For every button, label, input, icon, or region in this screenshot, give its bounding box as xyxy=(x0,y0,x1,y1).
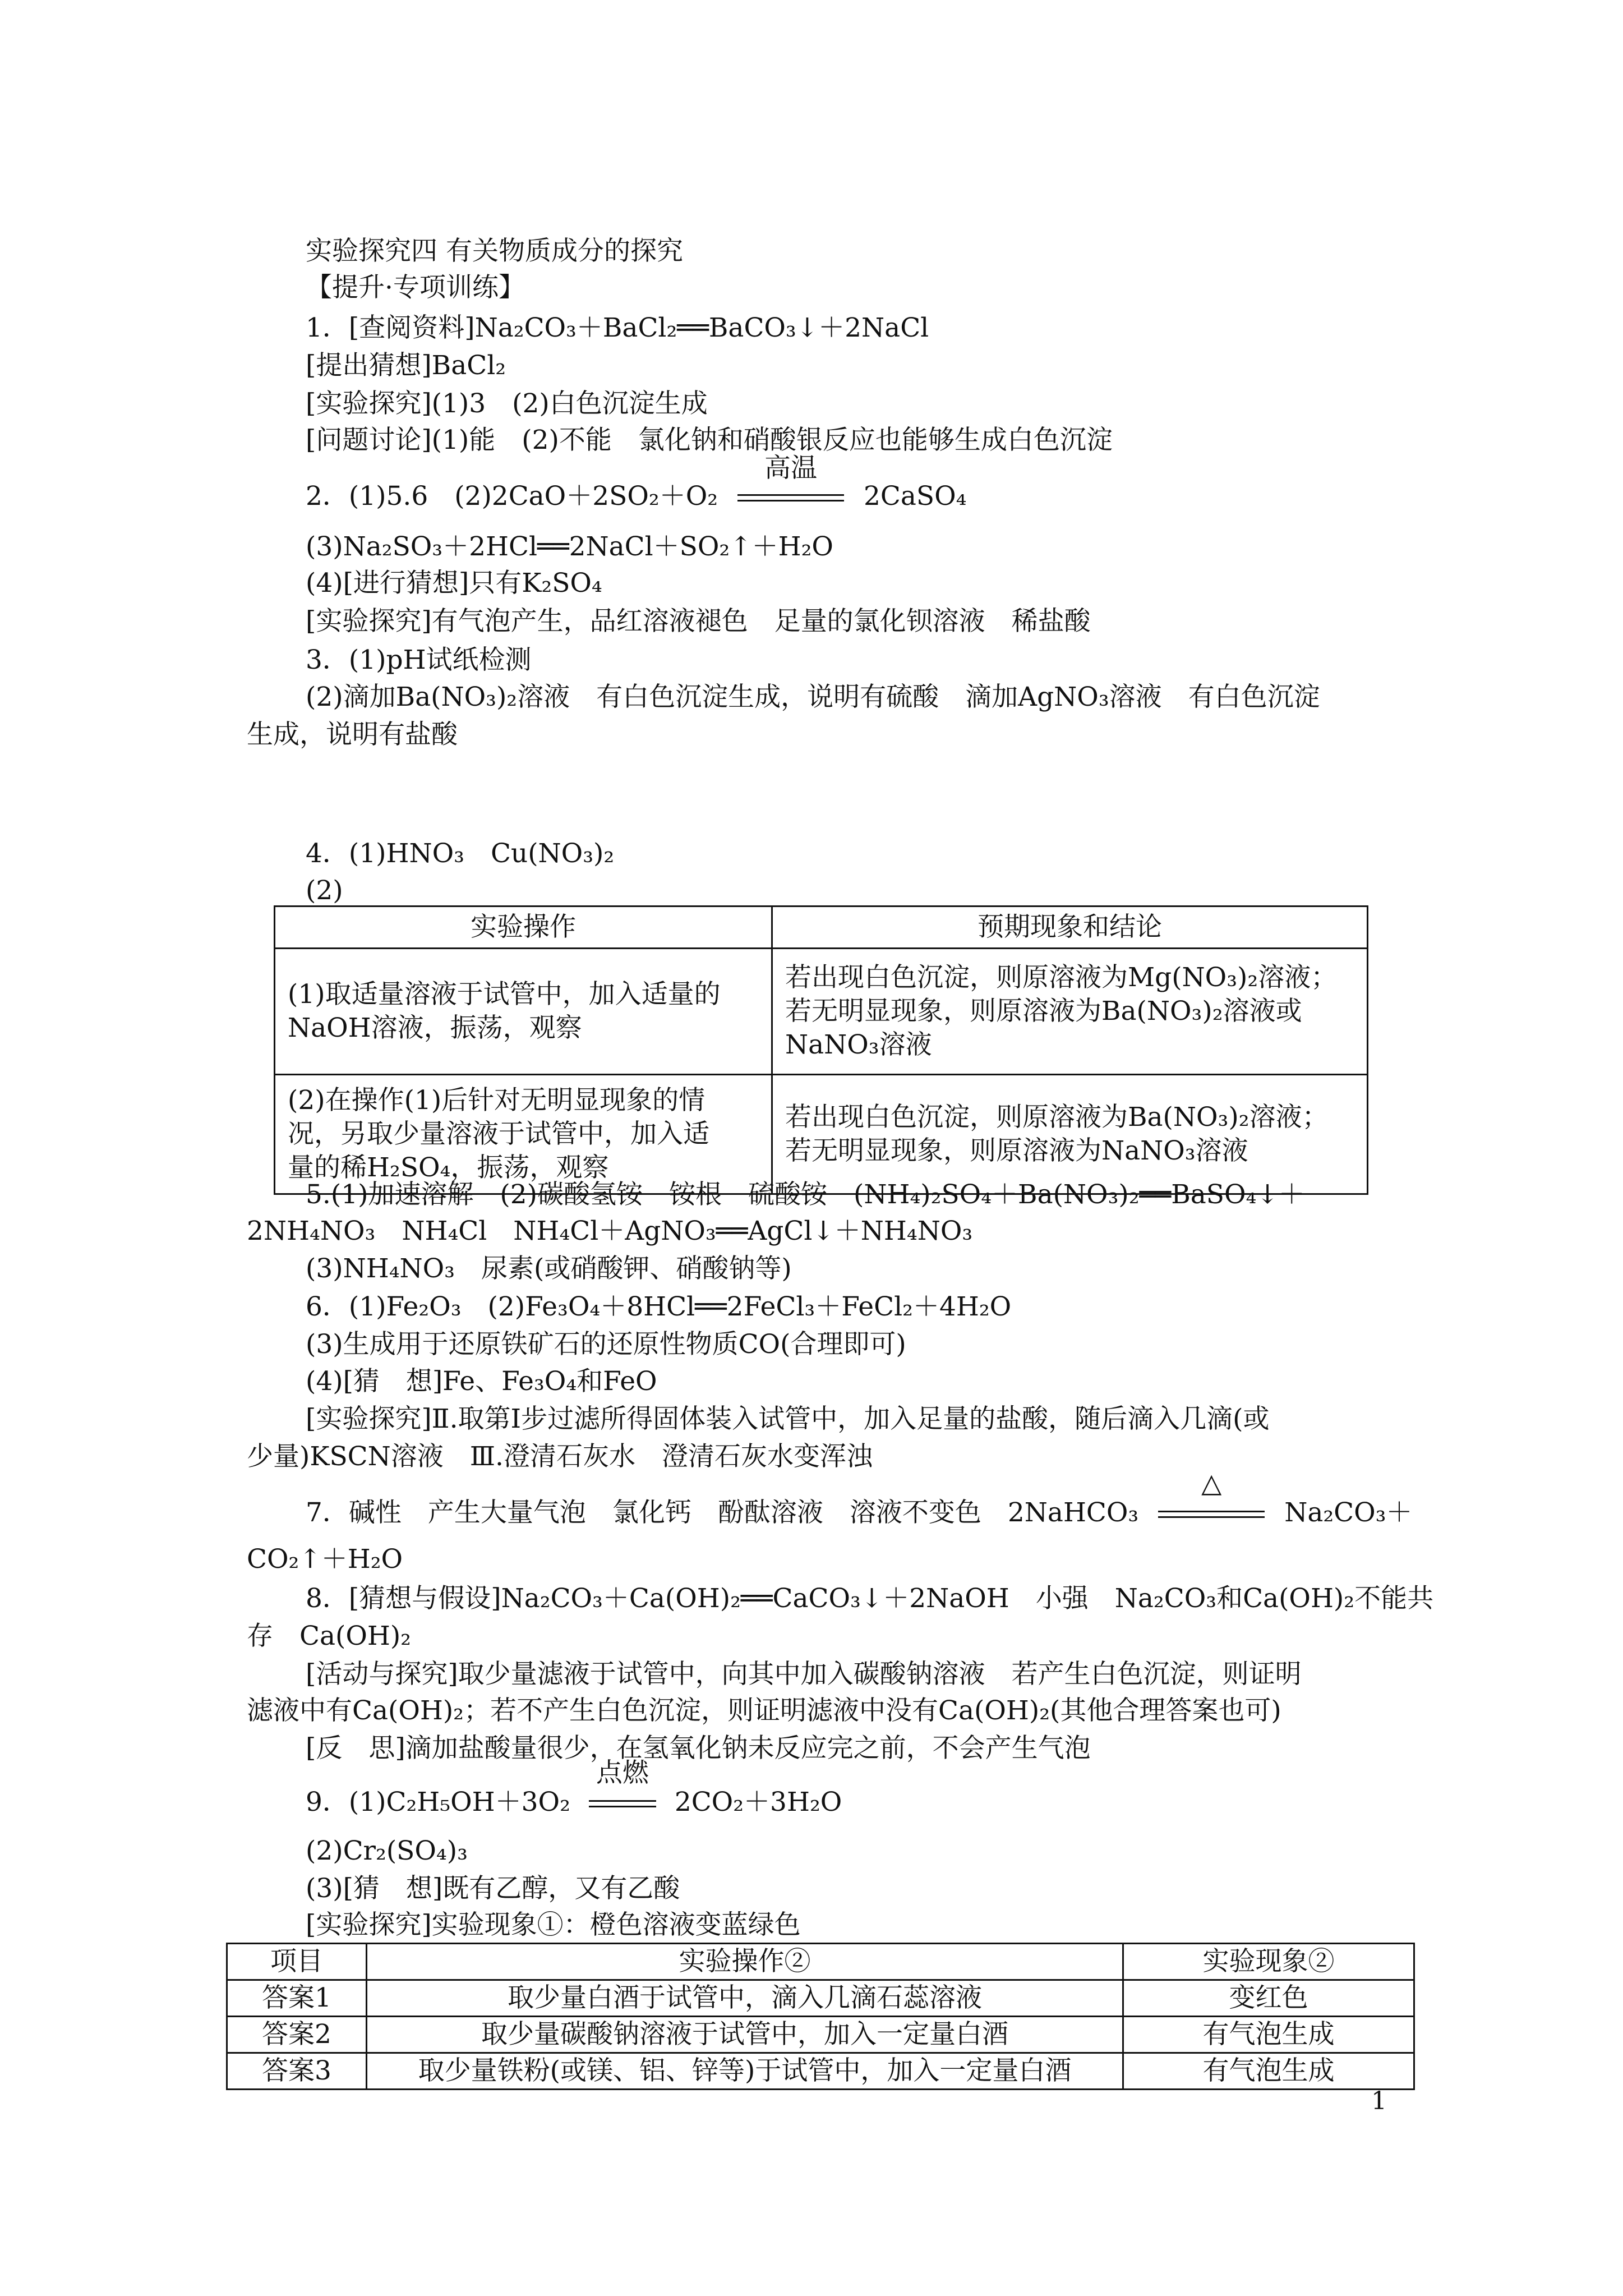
condition-rule-bottom xyxy=(737,500,844,501)
cell-line: 若无明显现象，则原溶液为Ba(NO₃)₂溶液或 xyxy=(785,996,1302,1027)
table-cell-result xyxy=(772,949,1368,1075)
table-cell-item: 答案2 xyxy=(227,2017,367,2053)
q8-line-a: 8．[猜想与假设]Na₂CO₃＋Ca(OH)₂══CaCO₃↓＋2NaOH 小强 Na₂CO₃和Ca(OH)₂不能共 xyxy=(306,1583,1434,1614)
equation-right: Na₂CO₃＋ xyxy=(1284,1497,1413,1528)
q8-line-b: 存 Ca(OH)₂ xyxy=(247,1621,412,1651)
reaction-condition xyxy=(1158,1468,1265,1530)
condition-rule-top xyxy=(737,494,844,496)
table-cell-operation: 取少量白酒于试管中，滴入几滴石蕊溶液 xyxy=(367,1980,1123,2017)
q8-line-c: [活动与探究]取少量滤液于试管中，向其中加入碳酸钠溶液 若产生白色沉淀，则证明 xyxy=(306,1659,1302,1690)
cell-line: 若出现白色沉淀，则原溶液为Ba(NO₃)₂溶液； xyxy=(785,1102,1329,1133)
condition-rule-bottom xyxy=(1158,1516,1265,1518)
table-row xyxy=(227,2053,1414,2090)
experiment-table xyxy=(274,905,1368,1195)
q3-line-c: 生成，说明有盐酸 xyxy=(247,719,458,750)
q6-line-d: [实验探究]Ⅱ.取第Ⅰ步过滤所得固体装入试管中，加入足量的盐酸，随后滴入几滴(或 xyxy=(306,1404,1270,1434)
q6-line-a: 6．(1)Fe₂O₃ (2)Fe₃O₄＋8HCl══2FeCl₃＋FeCl₂＋4H₂O xyxy=(306,1291,1012,1322)
q1-line-d: [问题讨论](1)能 (2)不能 氯化钠和硝酸银反应也能够生成白色沉淀 xyxy=(306,425,1113,455)
q1-line-c: [实验探究](1)3 (2)白色沉淀生成 xyxy=(306,388,708,419)
table-header-result: 预期现象和结论 xyxy=(772,907,1368,949)
table-cell-item: 答案3 xyxy=(227,2053,367,2090)
table-cell-phenomenon: 变红色 xyxy=(1123,1980,1414,2017)
q2-line-d: [实验探究]有气泡产生，品红溶液褪色 足量的氯化钡溶液 稀盐酸 xyxy=(306,606,1091,637)
table-cell-result xyxy=(772,1075,1368,1194)
q6-line-c: (4)[猜 想]Fe、Fe₃O₄和FeO xyxy=(306,1366,657,1397)
cell-line: 若无明显现象，则原溶液为NaNO₃溶液 xyxy=(785,1135,1248,1166)
table-header-phenomenon: 实验现象② xyxy=(1123,1944,1414,1980)
condition-label: 高温 xyxy=(764,453,818,484)
q7-line-a xyxy=(306,1468,1413,1530)
table-cell-operation: 取少量铁粉(或镁、铝、锌等)于试管中，加入一定量白酒 xyxy=(367,2053,1123,2090)
q2-line-c: (4)[进行猜想]只有K₂SO₄ xyxy=(306,568,602,599)
equation-right: 2CaSO₄ xyxy=(863,481,967,512)
table-cell-phenomenon: 有气泡生成 xyxy=(1123,2053,1414,2090)
q1-line-b: [提出猜想]BaCl₂ xyxy=(306,350,506,381)
q7-line-b: CO₂↑＋H₂O xyxy=(247,1544,403,1575)
table-header-operation: 实验操作② xyxy=(367,1944,1123,1980)
condition-rule-bottom xyxy=(589,1806,656,1807)
q5-line-c: (3)NH₄NO₃ 尿素(或硝酸钾、硝酸钠等) xyxy=(306,1253,792,1284)
cell-line: (1)取适量溶液于试管中，加入适量的 xyxy=(288,979,721,1010)
q6-line-b: (3)生成用于还原铁矿石的还原性物质CO(合理即可) xyxy=(306,1329,906,1360)
table-row xyxy=(227,2017,1414,2053)
reaction-condition xyxy=(589,1757,656,1819)
q9-line-c: (3)[猜 想]既有乙醇，又有乙酸 xyxy=(306,1873,680,1904)
equation-left: 7．碱性 产生大量气泡 氯化钙 酚酞溶液 溶液不变色 2NaHCO₃ xyxy=(306,1497,1139,1528)
table-header-row xyxy=(275,907,1368,949)
page-number: 1 xyxy=(1371,2087,1387,2115)
table-header-row xyxy=(227,1944,1414,1980)
table-row xyxy=(275,949,1368,1075)
reaction-condition xyxy=(737,453,844,513)
cell-line: NaNO₃溶液 xyxy=(785,1029,932,1060)
table-cell-operation xyxy=(275,1075,772,1194)
q4-line-a: 4．(1)HNO₃ Cu(NO₃)₂ xyxy=(306,838,615,869)
q9-line-a xyxy=(306,1757,842,1819)
q1-line-a: 1．[查阅资料]Na₂CO₃＋BaCl₂══BaCO₃↓＋2NaCl xyxy=(306,312,929,343)
q5-line-a: 5.(1)加速溶解 (2)碳酸氢铵 铵根 硫酸铵 (NH₄)₂SO₄＋Ba(NO₃)₂══BaSO₄↓＋ xyxy=(306,1179,1305,1210)
section-subtitle: 【提升·专项训练】 xyxy=(306,272,525,303)
table-cell-operation: 取少量碳酸钠溶液于试管中，加入一定量白酒 xyxy=(367,2017,1123,2053)
cell-line: 若出现白色沉淀，则原溶液为Mg(NO₃)₂溶液； xyxy=(785,962,1338,993)
q4-line-b: (2) xyxy=(306,875,343,906)
cell-line: (2)在操作(1)后针对无明显现象的情 xyxy=(288,1085,706,1116)
equation-right: 2CO₂＋3H₂O xyxy=(674,1787,842,1818)
condition-rule-top xyxy=(1158,1511,1265,1512)
q8-line-e: [反 思]滴加盐酸量很少，在氢氧化钠未反应完之前，不会产生气泡 xyxy=(306,1733,1091,1764)
heat-symbol: △ xyxy=(1201,1468,1222,1499)
condition-label: 点燃 xyxy=(596,1757,649,1788)
equation-left: 9．(1)C₂H₅OH＋3O₂ xyxy=(306,1787,570,1818)
answer-table xyxy=(226,1943,1415,2090)
q9-line-b: (2)Cr₂(SO₄)₃ xyxy=(306,1835,468,1866)
q3-line-b: (2)滴加Ba(NO₃)₂溶液 有白色沉淀生成，说明有硫酸 滴加AgNO₃溶液 有白色沉淀 xyxy=(306,682,1320,712)
q3-line-a: 3．(1)pH试纸检测 xyxy=(306,645,532,675)
equation-left: 2．(1)5.6 (2)2CaO＋2SO₂＋O₂ xyxy=(306,481,718,512)
table-row xyxy=(275,1075,1368,1194)
q8-line-d: 滤液中有Ca(OH)₂；若不产生白色沉淀，则证明滤液中没有Ca(OH)₂(其他合理答案也可) xyxy=(247,1695,1281,1726)
cell-line: 况，另取少量溶液于试管中，加入适 xyxy=(288,1119,709,1149)
q2-line-b: (3)Na₂SO₃＋2HCl══2NaCl＋SO₂↑＋H₂O xyxy=(306,531,833,562)
cell-line: 量的稀H₂SO₄，振荡，观察 xyxy=(288,1152,609,1183)
q9-line-d: [实验探究]实验现象①：橙色溶液变蓝绿色 xyxy=(306,1910,801,1940)
condition-rule-top xyxy=(589,1800,656,1802)
section-title: 实验探究四 有关物质成分的探究 xyxy=(306,236,683,266)
cell-line: NaOH溶液，振荡，观察 xyxy=(288,1013,582,1043)
table-header-item: 项目 xyxy=(227,1944,367,1980)
table-cell-phenomenon: 有气泡生成 xyxy=(1123,2017,1414,2053)
q6-line-e: 少量)KSCN溶液 Ⅲ.澄清石灰水 澄清石灰水变浑浊 xyxy=(247,1441,873,1472)
table-header-operation: 实验操作 xyxy=(275,907,772,949)
table-cell-operation xyxy=(275,949,772,1075)
table-cell-item: 答案1 xyxy=(227,1980,367,2017)
q2-line-a xyxy=(306,453,967,513)
table-row xyxy=(227,1980,1414,2017)
q5-line-b: 2NH₄NO₃ NH₄Cl NH₄Cl＋AgNO₃══AgCl↓＋NH₄NO₃ xyxy=(247,1216,973,1246)
